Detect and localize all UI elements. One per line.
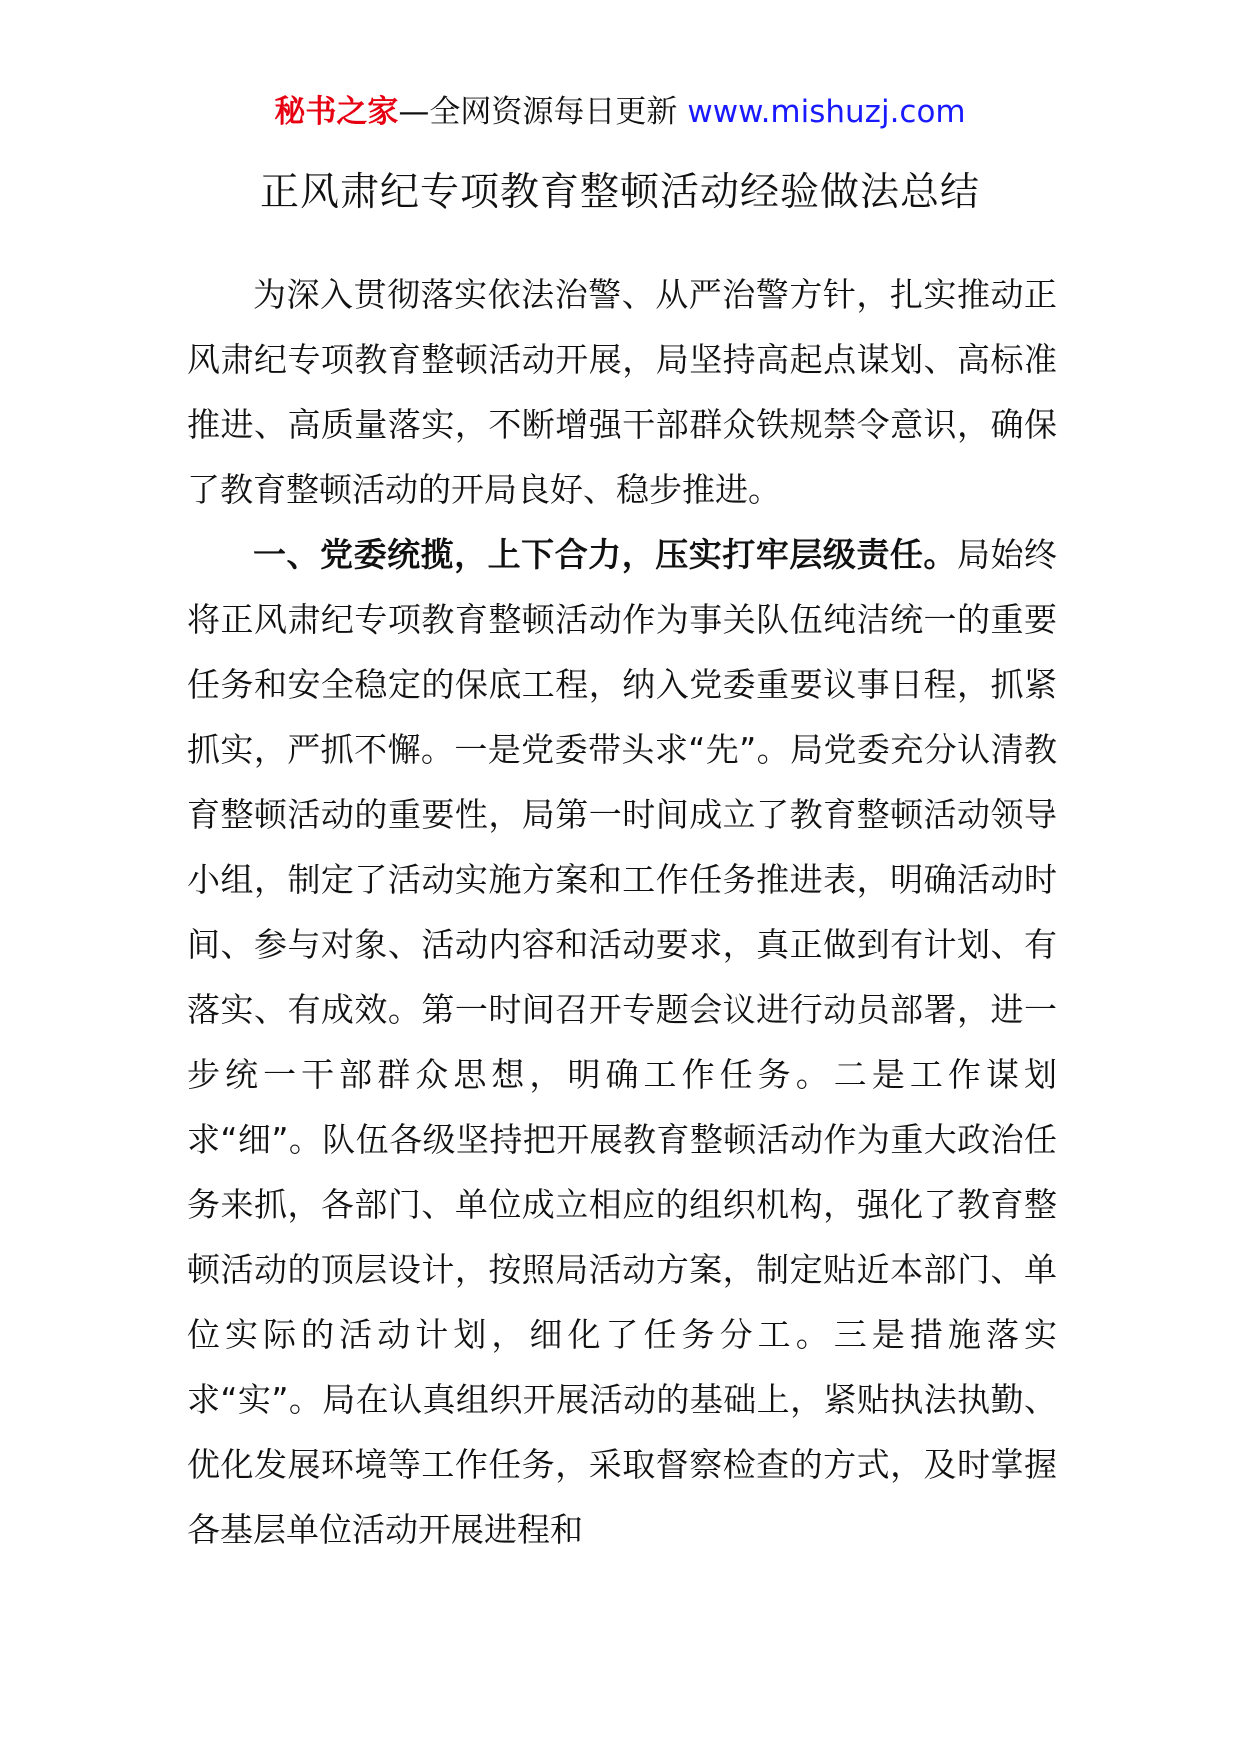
document-title: 正风肃纪专项教育整顿活动经验做法总结 xyxy=(259,170,980,215)
brand-tagline: —全网资源每日更新 xyxy=(398,94,678,130)
paragraph-text: 局始终将正风肃纪专项教育整顿活动作为事关队伍纯洁统一的重要任务和安全稳定的保底工程，纳入党委重要议事日程，抓紧抓实，严抓不懈。一是党委带头求“先”。局党委充分认清教育整顿活动的重要性，局第一时间成立了教育整顿活动领导小组，制定了活动实施方案和工作任务推进表，明确活动时间、参与对象、活动内容和活动要求，真正做到有计划、有落实、有成效。第一时间召开专题会议进行动员部署，进一步统一干部群众思想，明确工作任务。二是工作谋划求“细”。队伍各级坚持把开展教育整顿活动作为重大政治任务来抓，各部门、单位成立相应的组织机构，强化了教育整顿活动的顶层设计，按照局活动方案，制定贴近本部门、单位实际的活动计划，细化了任务分工。三是措施落实求“实”。局在认真组织开展活动的基础上，紧贴执法执勤、优化发展环境等工作任务，采取督察检查的方式，及时掌握各基层单位活动开展进程和 xyxy=(187,535,1058,1549)
section-heading: 一、党委统揽，上下合力，压实打牢层级责任。 xyxy=(253,535,957,574)
watermark-header xyxy=(0,92,1240,132)
section-one-paragraph xyxy=(187,522,1057,1562)
paragraph-text: 为深入贯彻落实依法治警、从严治警方针，扎实推动正风肃纪专项教育整顿活动开展，局坚持高起点谋划、高标准推进、高质量落实，不断增强干部群众铁规禁令意识，确保了教育整顿活动的开局良好、稳步推进。 xyxy=(187,275,1057,509)
site-url-link[interactable]: www.mishuzj.com xyxy=(687,94,966,130)
intro-paragraph xyxy=(187,262,1057,522)
document-body xyxy=(187,262,1057,1562)
brand-name: 秘书之家 xyxy=(274,94,399,130)
